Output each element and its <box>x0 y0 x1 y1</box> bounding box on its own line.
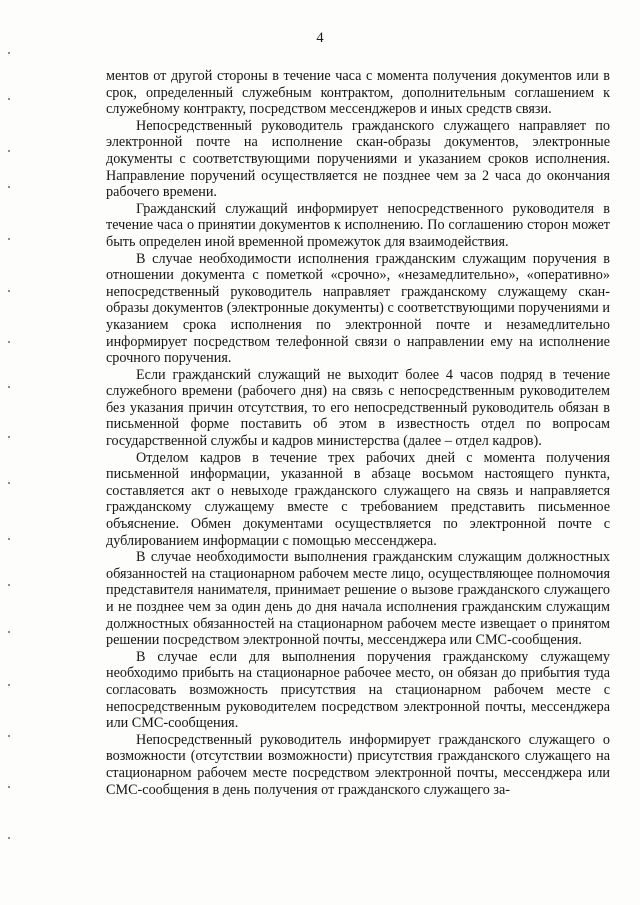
paragraph: Отделом кадров в течение трех рабочих дней с момента получения письменной информации, указанной в абзаце восьмом настоящего пункта, составляется акт о невыходе гражданского служащего на связь и направляется гражданскому служащему вместе с требованием представить письменное объяснение. Обмен документами осуществляется по электронной почте с дублированием информации с помощью мессенджера. <box>106 449 610 549</box>
margin-mark <box>8 436 10 438</box>
page-number: 4 <box>316 30 324 46</box>
body-text <box>106 68 610 798</box>
margin-mark <box>8 186 10 188</box>
margin-mark <box>8 482 10 484</box>
margin-mark <box>8 52 10 54</box>
margin-mark <box>8 735 10 737</box>
margin-mark <box>8 150 10 152</box>
paragraph: В случае необходимости исполнения гражданским служащим поручения в отношении документа с пометкой «срочно», «незамедлительно», «оперативно» непосредственный руководитель направляет гражданскому служащему скан-образы документов (электронные документы) с соответствующими поручениями и указанием срока исполнения по электронной почте и незамедлительно информирует посредством телефонной связи о направлении ему на исполнение срочного поручения. <box>106 250 610 367</box>
margin-mark <box>8 238 10 240</box>
paragraph: Гражданский служащий информирует непосредственного руководителя в течение часа о принятии документов к исполнению. По соглашению сторон может быть определен иной временной промежуток для взаимодействия. <box>106 200 610 250</box>
paragraph: В случае если для выполнения поручения гражданскому служащему необходимо прибыть на стационарное рабочее место, он обязан до прибытия туда согласовать возможность присутствия на стационарном рабочем месте с непосредственным руководителем посредством электронной почты, мессенджера или СМС-сообщения. <box>106 648 610 732</box>
margin-mark <box>8 837 10 839</box>
margin-mark <box>8 684 10 686</box>
margin-mark <box>8 584 10 586</box>
margin-mark <box>8 386 10 388</box>
paragraph: В случае необходимости выполнения гражданским служащим должностных обязанностей на стационарном рабочем месте лицо, осуществляющее полномочия представителя нанимателя, принимает решение о вызове гражданского служащего и не позднее чем за один день до дня начала исполнения гражданским служащим должностных обязанностей на стационарном рабочем месте извещает о принятом решении посредством электронной почты, мессенджера или СМС-сообщения. <box>106 549 610 649</box>
margin-mark <box>8 341 10 343</box>
margin-mark <box>8 631 10 633</box>
margin-mark <box>8 538 10 540</box>
paragraph: Непосредственный руководитель гражданского служащего направляет по электронной почте на исполнение скан-образы документов, электронные документы с соответствующими поручениями и указанием сроков исполнения. Направление поручений осуществляется не позднее чем за 2 часа до окончания рабочего времени. <box>106 117 610 201</box>
margin-mark <box>8 786 10 788</box>
paragraph: Если гражданский служащий не выходит более 4 часов подряд в течение служебного времени (рабочего дня) на связь с непосредственным руководителем без указания причин отсутствия, то его непосредственный руководитель обязан в письменной форме поставить об этом в известность отдел по вопросам государственной службы и кадров министерства (далее – отдел кадров). <box>106 366 610 450</box>
margin-mark <box>8 290 10 292</box>
paragraph: ментов от другой стороны в течение часа с момента получения документов или в срок, определенный служебным контрактом, дополнительным соглашением к служебному контракту, посредством мессенджеров и иных средств связи. <box>106 68 610 118</box>
margin-mark <box>8 98 10 100</box>
paragraph: Непосредственный руководитель информирует гражданского служащего о возможности (отсутствии возможности) присутствия гражданского служащего на стационарном рабочем месте посредством электронной почты, мессенджера или СМС-сообщения в день получения от гражданского служащего за- <box>106 731 610 798</box>
